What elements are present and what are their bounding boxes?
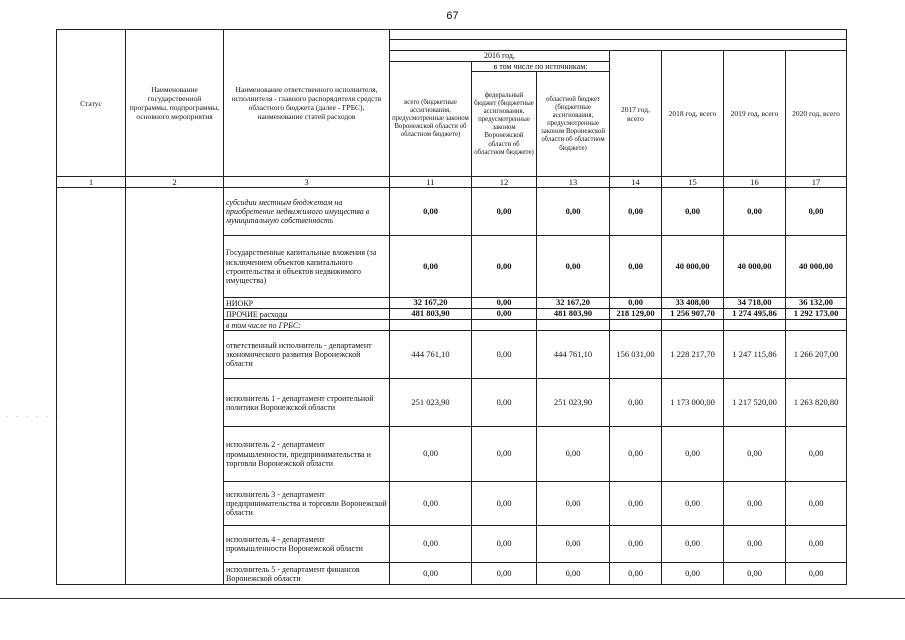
header-blank-cell [390,40,847,51]
header-regional: областной бюджет (бюджетные ассигнования, предусмотренные законом Воронежской области об областном бюджете) [537,72,610,177]
value-2020 [786,320,847,331]
value-2018: 40 000,00 [662,236,724,298]
col-number: 1 [57,177,126,188]
col-number: 17 [786,177,847,188]
header-2018: 2018 год, всего [662,51,724,177]
value-2017: 0,00 [610,298,662,309]
header-status: Статус [57,30,126,177]
col-number: 15 [662,177,724,188]
value-2019: 0,00 [724,482,786,526]
header-year-2016: 2016 год, [390,51,610,62]
value-2019: 34 718,00 [724,298,786,309]
table-row [57,188,847,236]
col-number: 12 [472,177,537,188]
row-name: исполнитель 4 - департамент промышленности Воронежской области [224,526,390,563]
value-2017 [610,320,662,331]
status-cell [57,188,126,585]
value-2016-federal: 0,00 [472,188,537,236]
value-2016-total: 251 023,90 [390,379,472,427]
header-federal: федеральный бюджет (бюджетные ассигнования, предусмотренные законом Воронежской области об областном бюджете) [472,72,537,177]
value-2016-total: 0,00 [390,188,472,236]
value-2020: 1 266 207,00 [786,331,847,379]
value-2019: 0,00 [724,563,786,585]
col-number: 11 [390,177,472,188]
value-2018: 0,00 [662,188,724,236]
value-2016-federal: 0,00 [472,331,537,379]
value-2017: 0,00 [610,379,662,427]
row-name: исполнитель 2 - департамент промышленности, предпринимательства и торговли Воронежской области [224,427,390,482]
value-2020: 1 292 173,00 [786,309,847,320]
value-2016-federal: 0,00 [472,379,537,427]
value-2016-total: 0,00 [390,482,472,526]
value-2020: 0,00 [786,563,847,585]
value-2016-total: 32 167,20 [390,298,472,309]
row-name: НИОКР [224,298,390,309]
value-2016-regional: 0,00 [537,188,610,236]
row-name: исполнитель 3 - департамент предпринимательства и торговли Воронежской области [224,482,390,526]
value-2018: 0,00 [662,427,724,482]
value-2019: 0,00 [724,427,786,482]
value-2016-regional: 0,00 [537,526,610,563]
col-number: 14 [610,177,662,188]
value-2019: 1 247 115,86 [724,331,786,379]
value-2018: 0,00 [662,482,724,526]
value-2016-total: 0,00 [390,427,472,482]
row-name: Государственные капитальные вложения (за исключением объектов капитального строительства и объектов недвижимого имущества) [224,236,390,298]
col-number: 16 [724,177,786,188]
value-2020: 0,00 [786,188,847,236]
value-2016-regional: 32 167,20 [537,298,610,309]
column-numbers-row [57,177,847,188]
col-number: 2 [126,177,224,188]
value-2019: 0,00 [724,188,786,236]
value-2016-total: 0,00 [390,526,472,563]
value-2017: 0,00 [610,482,662,526]
value-2018 [662,320,724,331]
header-blank-cell [390,30,847,40]
value-2016-total: 0,00 [390,563,472,585]
value-2019 [724,320,786,331]
row-name: ответственный исполнитель - департамент экономического развития Воронежской области [224,331,390,379]
value-2019: 0,00 [724,526,786,563]
header-responsible: Наименование ответственного исполнителя, исполнителя - главного распорядителя средств областного бюджета (далее - ГРБС), наименование статей расходов [224,30,390,177]
value-2016-total: 481 803,90 [390,309,472,320]
program-cell [126,188,224,585]
value-2017: 0,00 [610,563,662,585]
page-bottom-rule [0,598,905,599]
value-2018: 0,00 [662,563,724,585]
value-2017: 0,00 [610,526,662,563]
value-2016-total [390,320,472,331]
header-spacer-row-1 [57,30,847,40]
value-2016-federal: 0,00 [472,482,537,526]
value-2020: 40 000,00 [786,236,847,298]
row-name: исполнитель 5 - департамент финансов Воронежской области [224,563,390,585]
page-number: 67 [446,10,459,22]
header-2019: 2019 год, всего [724,51,786,177]
row-name: в том числе по ГРБС: [224,320,390,331]
value-2020: 1 263 820,80 [786,379,847,427]
row-name: исполнитель 1 - департамент строительной политики Воронежской области [224,379,390,427]
value-2017: 156 031,00 [610,331,662,379]
value-2018: 33 408,00 [662,298,724,309]
value-2016-regional: 251 023,90 [537,379,610,427]
margin-marks: . . . . . . [6,410,61,419]
value-2018: 1 173 000,00 [662,379,724,427]
header-total: всего (бюджетные ассигнования, предусмотренные законом Воронежской области об областном бюджете) [390,61,472,177]
value-2020: 0,00 [786,482,847,526]
value-2016-federal: 0,00 [472,309,537,320]
value-2018: 1 228 217,70 [662,331,724,379]
value-2018: 0,00 [662,526,724,563]
budget-table [56,29,847,585]
value-2016-regional: 0,00 [537,427,610,482]
value-2020: 0,00 [786,526,847,563]
col-number: 3 [224,177,390,188]
value-2017: 0,00 [610,188,662,236]
value-2016-total: 0,00 [390,236,472,298]
value-2016-total: 444 761,10 [390,331,472,379]
value-2016-federal: 0,00 [472,236,537,298]
value-2016-regional: 0,00 [537,482,610,526]
value-2016-regional: 0,00 [537,563,610,585]
header-sources: в том числе по источникам: [472,61,610,72]
row-name: ПРОЧИЕ расходы [224,309,390,320]
header-program: Наименование государственной программы, подпрограммы, основного мероприятия [126,30,224,177]
value-2016-federal: 0,00 [472,427,537,482]
value-2017: 0,00 [610,236,662,298]
value-2016-regional: 481 803,90 [537,309,610,320]
header-2017: 2017 год, всего [610,51,662,177]
value-2017: 0,00 [610,427,662,482]
value-2018: 1 256 907,70 [662,309,724,320]
value-2016-regional: 0,00 [537,236,610,298]
row-name: субсидии местным бюджетам на приобретение недвижимого имущества в муниципальную собственность [224,188,390,236]
value-2016-federal: 0,00 [472,526,537,563]
value-2020: 0,00 [786,427,847,482]
value-2016-federal [472,320,537,331]
value-2020: 36 132,00 [786,298,847,309]
value-2016-federal: 0,00 [472,563,537,585]
value-2016-regional [537,320,610,331]
value-2019: 1 217 520,00 [724,379,786,427]
value-2019: 1 274 495,86 [724,309,786,320]
value-2016-regional: 444 761,10 [537,331,610,379]
value-2016-federal: 0,00 [472,298,537,309]
header-2020: 2020 год, всего [786,51,847,177]
col-number: 13 [537,177,610,188]
value-2017: 218 129,00 [610,309,662,320]
value-2019: 40 000,00 [724,236,786,298]
